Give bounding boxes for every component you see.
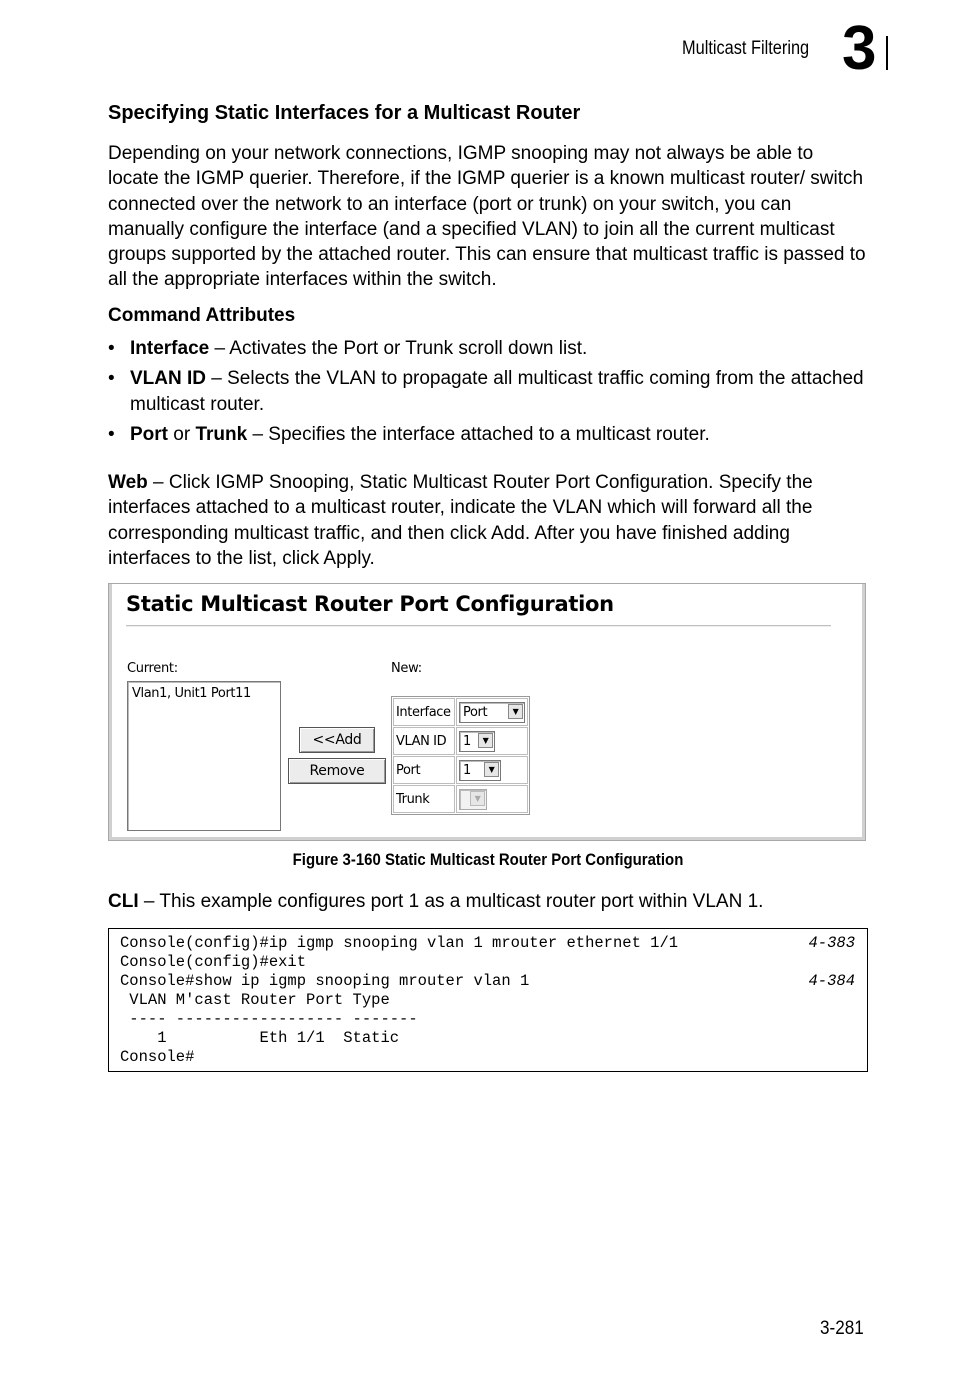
current-listbox[interactable] [127, 681, 281, 831]
code-line: Console# [120, 1048, 195, 1066]
command-reference: 4-384 [808, 972, 855, 990]
cli-paragraph: CLI – This example configures port 1 as a multicast router port within VLAN 1. [108, 891, 764, 912]
figure-page-title: Static Multicast Router Port Configuration [126, 592, 614, 616]
trunk-select[interactable] [459, 789, 487, 810]
interface-label: Interface [393, 698, 455, 726]
remove-button[interactable]: Remove [288, 758, 386, 784]
config-figure [108, 583, 866, 841]
new-label: New: [391, 661, 422, 676]
dropdown-arrow-icon: ▼ [470, 791, 485, 806]
port-label: Port [393, 756, 455, 784]
figure-caption: Figure 3-160 Static Multicast Router Port Configuration [292, 850, 684, 869]
code-line: Console(config)#ip igmp snooping vlan 1 mrouter ethernet 1/1 [120, 934, 679, 952]
bullet-icon: • [108, 338, 115, 359]
running-header-title: Multicast Filtering [682, 38, 810, 59]
command-attributes-list [108, 336, 868, 452]
section-title: Specifying Static Interfaces for a Multicast Router [108, 102, 581, 124]
dropdown-arrow-icon: ▼ [478, 733, 493, 748]
list-item: • VLAN ID – Selects the VLAN to propagate all multicast traffic coming from the attached multicast router. [108, 368, 864, 415]
vlan-id-label: VLAN ID [393, 727, 455, 755]
code-line: Console(config)#exit [120, 953, 307, 971]
dropdown-arrow-icon: ▼ [484, 762, 499, 777]
new-entry-table [391, 696, 530, 815]
table-row [393, 727, 528, 755]
code-line: 1 Eth 1/1 Static [120, 1029, 400, 1047]
list-item: • Interface – Activates the Port or Trunk scroll down list. [108, 336, 868, 361]
chapter-divider [886, 36, 888, 70]
interface-select[interactable]: Port ▼ [459, 702, 525, 723]
list-item[interactable]: Vlan1, Unit1 Port11 [132, 686, 251, 701]
port-select[interactable]: 1 ▼ [459, 760, 501, 781]
intro-paragraph: Depending on your network connections, IGMP snooping may not always be able to locate the IGMP querier. Therefore, if the IGMP querier is a known multicast router/ switch connected over the network to an interface (port or trunk) on your switch, you can manually configure the interface (and a specified VLAN) to join all the current multicast groups supported by the attached router. This can ensure that multicast traffic is passed to all the appropriate interfaces within the switch. [108, 143, 866, 291]
current-label: Current: [127, 661, 178, 676]
chapter-number: 3 [842, 14, 876, 83]
web-paragraph: Web – Click IGMP Snooping, Static Multicast Router Port Configuration. Specify the interfaces attached to a multicast router, indicate the VLAN which will forward all the corresponding multicast traffic, and then click Add. After you have finished adding interfaces to the list, click Apply. [108, 472, 813, 569]
bullet-icon: • [108, 423, 115, 445]
vlan-id-select[interactable]: 1 ▼ [459, 731, 495, 752]
list-item: • Port or Trunk – Specifies the interface attached to a multicast router. [108, 422, 868, 447]
bullet-icon: • [108, 368, 115, 390]
trunk-label: Trunk [393, 785, 455, 813]
add-button[interactable]: <<Add [299, 727, 375, 753]
dropdown-arrow-icon: ▼ [508, 704, 523, 719]
code-line: VLAN M'cast Router Port Type [120, 991, 390, 1009]
command-attributes-title: Command Attributes [108, 305, 296, 326]
cli-code-block [108, 928, 868, 1072]
table-row [393, 756, 528, 784]
code-line: Console#show ip igmp snooping mrouter vlan 1 [120, 972, 530, 990]
table-row [393, 785, 528, 813]
code-line: ---- ------------------ ------- [120, 1010, 418, 1028]
page-number: 3-281 [820, 1318, 864, 1339]
table-row [393, 698, 528, 726]
command-reference: 4-383 [808, 934, 855, 952]
